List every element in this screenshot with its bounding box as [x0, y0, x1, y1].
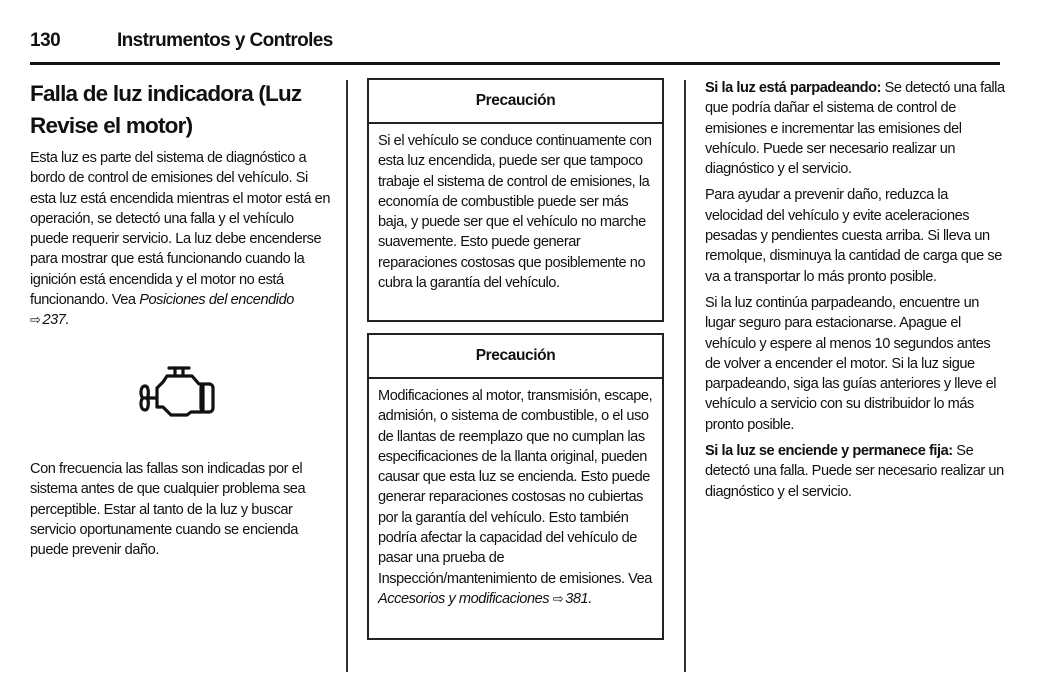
- paragraph-prevent-damage: Para ayudar a prevenir daño, reduzca la velocidad del vehículo y evite aceleraciones pesadas y pendientes cuesta arriba. Si lleva un remolque, disminuya la cantidad de carga que se va a transportar lo más pronto posible.: [705, 187, 1002, 285]
- topic-heading: Falla de luz indicadora (Luz Revise el motor): [30, 81, 302, 138]
- left-column-lower: [30, 459, 330, 560]
- xref-page-381[interactable]: 381: [565, 590, 589, 607]
- paragraph-continues-flashing: Si la luz continúa parpadeando, encuentre un lugar seguro para estacionarse. Apague el vehículo y espere al menos 10 segundos antes de volver a encender el motor. Si la luz sigue parpadeando, siga las guías anteriores y lleve el vehículo a servicio con su distribuidor lo más pronto posible.: [705, 294, 997, 433]
- intro-paragraph: [30, 148, 330, 331]
- xref-accessories[interactable]: Accesorios y modificaciones: [378, 590, 550, 607]
- check-engine-icon: [137, 362, 221, 420]
- column-divider-left: [346, 80, 348, 672]
- paragraph-steady: [705, 441, 1005, 502]
- xref-ignition-positions[interactable]: Posiciones del encendido: [139, 292, 294, 309]
- xref-arrow-icon: ⇨: [552, 590, 564, 606]
- lead-steady: Si la luz se enciende y permanece fija:: [705, 443, 953, 460]
- left-column: [30, 78, 330, 337]
- column-divider-right: [684, 80, 686, 672]
- xref-page-237[interactable]: 237: [42, 312, 66, 329]
- caution-box-2: [367, 333, 664, 640]
- warning-paragraph: Con frecuencia las fallas son indicadas por el sistema antes de que cualquier problema sea perceptible. Estar al tanto de la luz y buscar servicio oportunamente cuando se encienda puede prevenir daño.: [30, 461, 306, 559]
- xref-arrow-icon: ⇨: [30, 312, 41, 328]
- caution-title: Precaución: [369, 80, 662, 124]
- caution-title: Precaución: [369, 335, 662, 379]
- caution-body-text: Modificaciones al motor, transmisión, escape, admisión, o sistema de combustible, o el uso de llantas de reemplazo que no cumplan las especificaciones de la llanta original, pueden causar que esta luz se encienda. Esto puede generar reparaciones costosas no cubiertas por la garantía del vehículo. Esto también podría afectar la capacidad del vehículo de pasar una prueba de Inspección/mantenimiento de emisiones. Vea: [378, 388, 653, 587]
- page-header: [30, 30, 1000, 65]
- text-steady: Se detectó una falla. Puede ser necesario realizar un diagnóstico y el servicio.: [705, 443, 1004, 500]
- section-title: Instrumentos y Controles: [117, 30, 333, 51]
- intro-text: Esta luz es parte del sistema de diagnóstico a bordo de control de emisiones del vehículo. Si esta luz está encendida mientras el motor está en operación, se detectó una falla y el vehículo puede requerir servicio. La luz debe encenderse para mostrar que está funcionando cuando la ignición está encendida y el motor no está funcionando. Vea: [30, 150, 331, 309]
- caution-box-1: [367, 78, 664, 322]
- xref-end: .: [588, 590, 592, 607]
- paragraph-flashing: [705, 78, 1005, 179]
- right-column: [705, 78, 1005, 508]
- caution-body: Si el vehículo se conduce continuamente con esta luz encendida, puede ser que tampoco trabaje el sistema de control de emisiones, la economía de combustible puede ser más baja, y puede ser que el vehículo no marche suavemente. Esto puede generar reparaciones costosas que posiblemente no cubra la garantía del vehículo.: [378, 133, 652, 292]
- lead-flashing: Si la luz está parpadeando:: [705, 80, 881, 96]
- caution-body: [369, 379, 662, 618]
- text-flashing: Se detectó una falla que podría dañar el sistema de control de emisiones e incrementar las emisiones del vehículo. Puede ser necesario realizar un diagnóstico y el servicio.: [705, 80, 1005, 178]
- intro-end: .: [65, 312, 70, 329]
- page-number: 130: [30, 30, 61, 51]
